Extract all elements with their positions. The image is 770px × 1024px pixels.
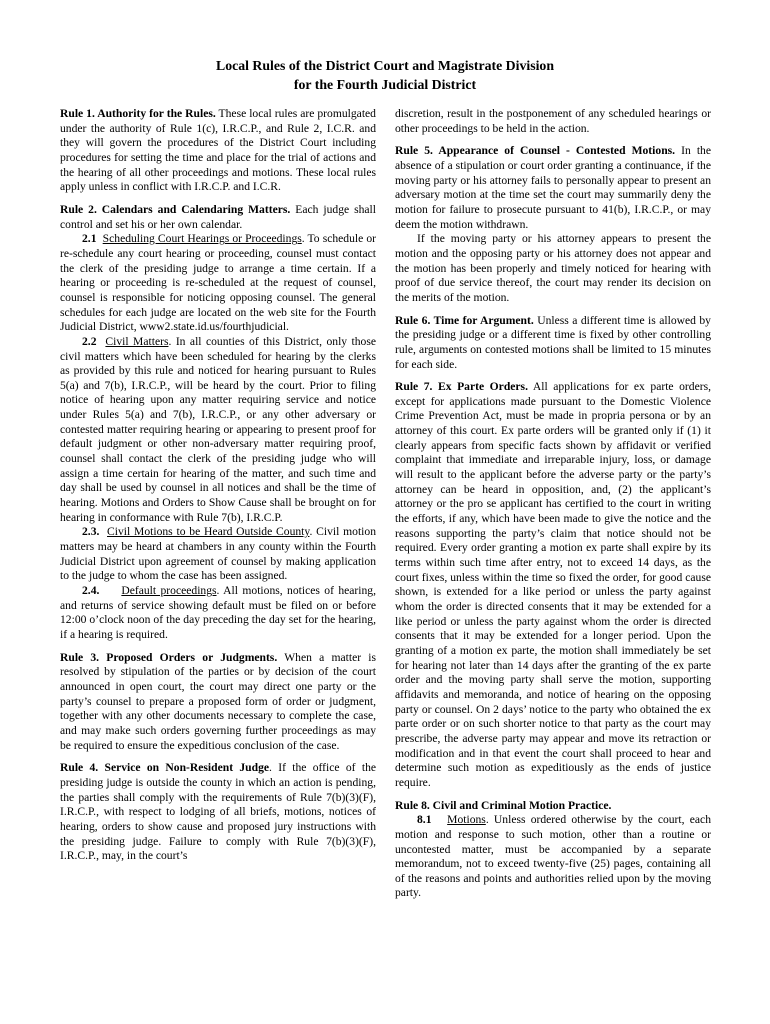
section-2-2	[60, 335, 376, 526]
rule-6-body: Unless a different time is allowed by the presiding judge or a different time is fixed by other controlling rule, arguments on contested motions shall be limited to 15 minutes for each side.	[395, 313, 711, 371]
section-2-3	[60, 525, 376, 584]
section-2-4	[60, 584, 376, 643]
section-2-3-body: . Civil motion matters may be heard at chambers in any county within the Fourth Judicial District upon agreement of counsel by making application to the judge to whom the case has been assigned.	[60, 525, 376, 583]
rule-7-body: All applications for ex parte orders, except for applications made pursuant to the Domestic Violence Crime Prevention Act, must be made in propria persona or by an attorney of this court. Ex parte orders will be granted only if (1) it clearly appears from specific facts shown by affidavit or verified complaint that immediate and irreparable injury, loss, or damage will result to the applicant before the adverse party or the party’s attorney can be heard in opposition, and, (2) the applicant’s attorney or the pro se applicant has certified to the court in writing the efforts, if any, which have been made to give the notice and the reasons supporting the party’s claim that notice should not be required. Every order granting a motion ex parte shall expire by its terms within such time after entry, not to exceed 14 days, as the court fixes, unless within the time so fixed the order, for good cause shown, is extended for a like period or unless the party against whom the order is directed consents that it may be extended for a like period or unless the party against whom the order is directed consents that it may be extended for a longer period. Upon the granting of a motion ex parte, the motion shall immediately be set for hearing not later than 14 days after the granting of the ex parte order and the moving party shall serve the motion, supporting affidavits and memoranda, and notice of hearing on the opposing party or counsel. On 2 days’ notice to the party who obtained the ex parte order or on such shorter notice to that party as the court may prescribe, the adverse party may appear and move its retraction or modification and in that event the court shall proceed to hear and determine such motion as expeditiously as the ends of justice require.	[395, 380, 712, 789]
rule-4	[60, 761, 376, 864]
left-column	[60, 107, 376, 864]
title-line-2: for the Fourth Judicial District	[293, 77, 477, 92]
rule-5-body: In the absence of a stipulation or court order granting a continuance, if the moving party or his attorney fails to personally appear to present an adversary motion at the time set the court may summarily deny the motion for failure to prosecute pursuant to 41(b), I.R.C.P., or may deem the motion withdrawn.	[395, 144, 711, 231]
rule-3	[60, 651, 376, 754]
section-2-3-title: Civil Motions to be Heard Outside County	[107, 525, 310, 539]
rule-4-body: . If the office of the presiding judge is outside the county in which an action is pending, the parties shall comply with the requirements of Rule 7(b)(3)(F), I.R.C.P., with respect to lodging of all briefs, motions, notices of hearing, orders to show cause and proposed jury instructions with the presiding judge. Failure to comply with Rule 7(b)(3)(F), I.R.C.P., may, in the court’s	[60, 761, 377, 863]
rule-1-body: These local rules are promulgated under the authority of Rule 1(c), I.R.C.P., and Rule 2, I.C.R. and they will govern the procedures of the District Court including procedures for setting the time and place for the trial of actions and the hearing of all other proceedings and motions. These local rules apply unless in conflict with I.R.C.P. and I.C.R.	[60, 107, 376, 194]
section-2-1-title: Scheduling Court Hearings or Proceedings	[102, 232, 302, 246]
rule-3-body: When a matter is resolved by stipulation of the parties or by decision of the court announced in open court, the court may direct one party or the party’s counsel to prepare a proposed form of order or judgment, together with any other documents necessary to complete the case, and may make such orders governing further proceedings as may be required to ensure the expeditious conclusion of the case.	[60, 650, 377, 752]
rule-6	[395, 314, 711, 373]
section-2-4-body: . All motions, notices of hearing, and returns of service showing default must be filed on or before 12:00 o’clock noon of the day preceding the day set for the hearing, if a hearing is required.	[60, 584, 376, 641]
section-2-4-title: Default proceedings	[121, 584, 217, 597]
rule-2	[60, 203, 376, 232]
rule-4-continued: discretion, result in the postponement of any scheduled hearings or other proceedings to be held in the action.	[395, 107, 711, 135]
rule-8	[395, 799, 711, 814]
section-2-4-number: 2.4.	[82, 584, 100, 597]
right-column	[395, 107, 711, 901]
rule-7-heading: Rule 7. Ex Parte Orders.	[395, 380, 528, 394]
section-8-1-title: Motions	[447, 813, 486, 827]
document-title	[0, 56, 770, 94]
rule-2-body: Each judge shall control and set his or her own calendar.	[60, 202, 376, 231]
section-8-1-number: 8.1	[417, 813, 432, 827]
rule-2-heading: Rule 2. Calendars and Calendaring Matters.	[60, 202, 291, 216]
section-2-3-number: 2.3.	[82, 525, 100, 539]
section-2-1	[60, 232, 376, 335]
section-2-2-title: Civil Matters	[105, 334, 169, 348]
rule-5	[395, 144, 711, 232]
section-2-2-body: . In all counties of this District, only those civil matters which have been scheduled for hearing by the clerks as provided by this rule and noticed for hearing pursuant to Rules 5(a) and 7(b), I.R.C.P., will be heard by the court. Prior to filing notice of hearing upon any matter requiring service and notice under Rules 5(a) and 7(b), I.R.C.P., or any other adversary or contested matter requiring hearing or appearing to present proof for default judgment or other non-adversary matter requiring proof, counsel shall contact the clerk of the presiding judge who will assign a time certain for hearing of the matter, and such time and day shall be used by counsel in all notices and shall be the time of hearing. Motions and Orders to Show Cause shall be brought on for hearing in conformance with Rule 7(b), I.R.C.P.	[60, 334, 377, 524]
rule-1	[60, 107, 376, 195]
rule-3-heading: Rule 3. Proposed Orders or Judgments.	[60, 650, 278, 664]
section-2-2-number: 2.2	[82, 334, 97, 348]
rule-7	[395, 380, 711, 790]
title-line-1: Local Rules of the District Court and Magistrate Division	[216, 58, 554, 73]
rule-4-heading: Rule 4. Service on Non-Resident Judge	[60, 761, 270, 775]
section-8-1-body: . Unless ordered otherwise by the court, each motion and response to such motion, other than a routine or uncontested matter, must be accompanied by a separate memorandum, not to exceed twenty-five (25) pages, containing all of the reasons and points and authorities relied upon by the moving party.	[395, 813, 711, 900]
section-2-1-body: . To schedule or re-schedule any court hearing or proceeding, counsel must contact the clerk of the presiding judge to arrange a time certain. If a hearing or proceeding is re-scheduled at the request of counsel, counsel is responsible for noticing opposing counsel. The general schedules for each judge are located on the web site for the Fourth Judicial District, www2.state.id.us/fourthjudicial.	[60, 232, 376, 334]
rule-1-heading: Rule 1. Authority for the Rules.	[60, 107, 216, 120]
section-8-1	[395, 813, 711, 901]
rule-8-heading: Rule 8. Civil and Criminal Motion Practice.	[395, 798, 612, 812]
rule-5-heading: Rule 5. Appearance of Counsel - Contested Motions.	[395, 144, 676, 158]
section-2-1-number: 2.1	[82, 232, 97, 246]
rule-6-heading: Rule 6. Time for Argument.	[395, 313, 534, 327]
rule-5-paragraph-2: If the moving party or his attorney appears to present the motion and the opposing party or his attorney does not appear and the motion has been properly and timely noticed for hearing with proof of due service thereof, the court may render its decision on the merits of the motion.	[395, 232, 711, 304]
